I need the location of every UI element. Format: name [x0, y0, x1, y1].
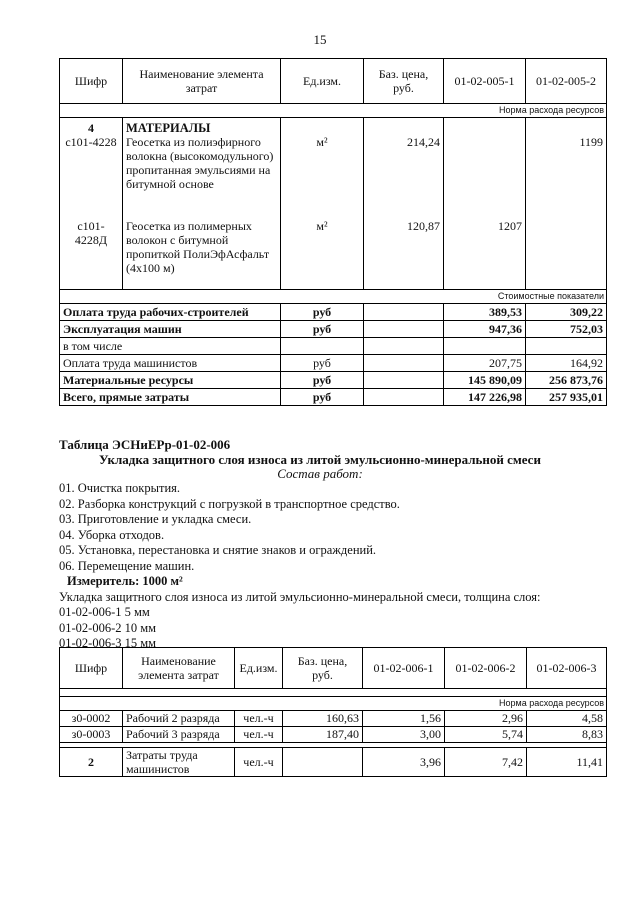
list-item: 02. Разборка конструкций с погрузкой в транспортное средство.	[59, 496, 400, 511]
row-price: 187,40	[283, 727, 363, 743]
list-item: 05. Установка, перестановка и снятие знаков и ограждений.	[59, 543, 377, 557]
cost-value-2: 309,22	[526, 304, 607, 321]
row-name: Рабочий 2 разряда	[123, 711, 235, 727]
work-composition-heading: Состав работ:	[277, 466, 363, 481]
cost-label-row	[60, 290, 607, 304]
header-col2: 01-02-005-2	[526, 59, 607, 104]
cost-name: Эксплуатация машин	[60, 321, 281, 338]
row-value-2: 1199	[526, 135, 607, 215]
cost-value-2: 256 873,76	[526, 372, 607, 389]
row-value-1: 1207	[444, 215, 526, 285]
row-value-1: 1,56	[363, 711, 445, 727]
table-subtitle: Укладка защитного слоя износа из литой эмульсионно-минеральной смеси	[99, 452, 541, 467]
page-number: 15	[313, 32, 327, 47]
resource-table-005	[59, 58, 607, 406]
row-value-3: 4,58	[527, 711, 607, 727]
table-header-row	[60, 59, 607, 104]
norm-row	[60, 104, 607, 118]
header-price: Баз. цена, руб.	[283, 648, 363, 689]
section-title: МАТЕРИАЛЫ	[123, 118, 281, 136]
cost-unit: руб	[281, 389, 364, 406]
list-item: 03. Приготовление и укладка смеси.	[59, 512, 252, 526]
cost-value-1	[444, 338, 526, 355]
cost-name: Оплата труда рабочих-строителей	[60, 304, 281, 321]
row-name: Рабочий 3 разряда	[123, 727, 235, 743]
cost-value-1: 207,75	[444, 355, 526, 372]
cost-unit: руб	[281, 304, 364, 321]
row-unit: м²	[281, 215, 364, 285]
row-name: Затраты труда машинистов	[123, 748, 235, 777]
header-unit: Ед.изм.	[235, 648, 283, 689]
cost-value-2: 257 935,01	[526, 389, 607, 406]
row-price: 214,24	[364, 135, 444, 215]
row-unit: м²	[281, 135, 364, 215]
cost-value-1: 147 226,98	[444, 389, 526, 406]
section-row	[60, 118, 607, 136]
header-code: Шифр	[60, 648, 123, 689]
list-item: 01. Очистка покрытия.	[59, 481, 181, 495]
row-price	[283, 748, 363, 777]
row-value-1: 3,00	[363, 727, 445, 743]
header-col3: 01-02-006-3	[527, 648, 607, 689]
header-col1: 01-02-005-1	[444, 59, 526, 104]
list-item: 01-02-006-3 15 мм	[59, 636, 157, 650]
row-name: Геосетка из полиэфирного волокна (высокомодульного) пропитанная эмульсиями на битумной основе	[123, 135, 281, 215]
table-row	[60, 135, 607, 215]
table-row	[60, 321, 607, 338]
section-number: 4	[60, 118, 123, 136]
cost-name: Всего, прямые затраты	[60, 389, 281, 406]
row-unit: чел.-ч	[235, 727, 283, 743]
row-value-1: 3,96	[363, 748, 445, 777]
norm-label: Норма расхода ресурсов	[60, 104, 607, 118]
row-code: з0-0002	[60, 711, 123, 727]
cost-unit: руб	[281, 372, 364, 389]
row-value-2: 7,42	[445, 748, 527, 777]
table-row	[60, 304, 607, 321]
table-row	[60, 215, 607, 285]
header-col2: 01-02-006-2	[445, 648, 527, 689]
cost-value-1: 947,36	[444, 321, 526, 338]
table-row	[60, 727, 607, 743]
row-unit: чел.-ч	[235, 748, 283, 777]
cost-name: Оплата труда машинистов	[60, 355, 281, 372]
cost-value-2: 164,92	[526, 355, 607, 372]
cost-unit	[281, 338, 364, 355]
table-row	[60, 338, 607, 355]
table-row	[60, 372, 607, 389]
cost-value-2: 752,03	[526, 321, 607, 338]
norm-label: Норма расхода ресурсов	[60, 697, 607, 711]
cost-value-1: 389,53	[444, 304, 526, 321]
table-title: Таблица ЭСНиЕРр-01-02-006	[59, 437, 231, 452]
cost-label: Стоимостные показатели	[60, 290, 607, 304]
measure-unit: Измеритель: 1000 м²	[67, 574, 183, 588]
table-row	[60, 711, 607, 727]
table-row	[60, 355, 607, 372]
row-unit: чел.-ч	[235, 711, 283, 727]
cost-name: в том числе	[60, 338, 281, 355]
list-item: 04. Уборка отходов.	[59, 527, 165, 542]
row-value-1	[444, 135, 526, 215]
table-row	[60, 389, 607, 406]
row-value-3: 11,41	[527, 748, 607, 777]
cost-value-1: 145 890,09	[444, 372, 526, 389]
work-description: Укладка защитного слоя износа из литой эмульсионно-минеральной смеси, толщина слоя:	[59, 589, 541, 604]
row-value-2	[526, 215, 607, 285]
norm-row	[60, 697, 607, 711]
list-item: 01-02-006-2 10 мм	[59, 620, 157, 635]
row-code: з0-0003	[60, 727, 123, 743]
cost-unit: руб	[281, 321, 364, 338]
row-code: 2	[60, 748, 123, 777]
table-header-row	[60, 648, 607, 689]
row-code: с101-4228	[60, 135, 123, 215]
header-name: Наименование элемента затрат	[123, 59, 281, 104]
row-value-2: 5,74	[445, 727, 527, 743]
header-unit: Ед.изм.	[281, 59, 364, 104]
row-price: 160,63	[283, 711, 363, 727]
row-value-3: 8,83	[527, 727, 607, 743]
row-price: 120,87	[364, 215, 444, 285]
list-item: 01-02-006-1 5 мм	[59, 605, 150, 619]
row-name: Геосетка из полимерных волокон с битумной пропиткой ПолиЭфАсфальт (4х100 м)	[123, 215, 281, 285]
cost-unit: руб	[281, 355, 364, 372]
cost-value-2	[526, 338, 607, 355]
row-value-2: 2,96	[445, 711, 527, 727]
resource-table-006	[59, 647, 607, 777]
works-list	[59, 481, 619, 652]
header-col1: 01-02-006-1	[363, 648, 445, 689]
row-code: с101-4228Д	[60, 215, 123, 285]
list-item: 06. Перемещение машин.	[59, 558, 195, 573]
cost-name: Материальные ресурсы	[60, 372, 281, 389]
table-row	[60, 748, 607, 777]
header-price: Баз. цена, руб.	[364, 59, 444, 104]
header-code: Шифр	[60, 59, 123, 104]
header-name: Наименование элемента затрат	[123, 648, 235, 689]
